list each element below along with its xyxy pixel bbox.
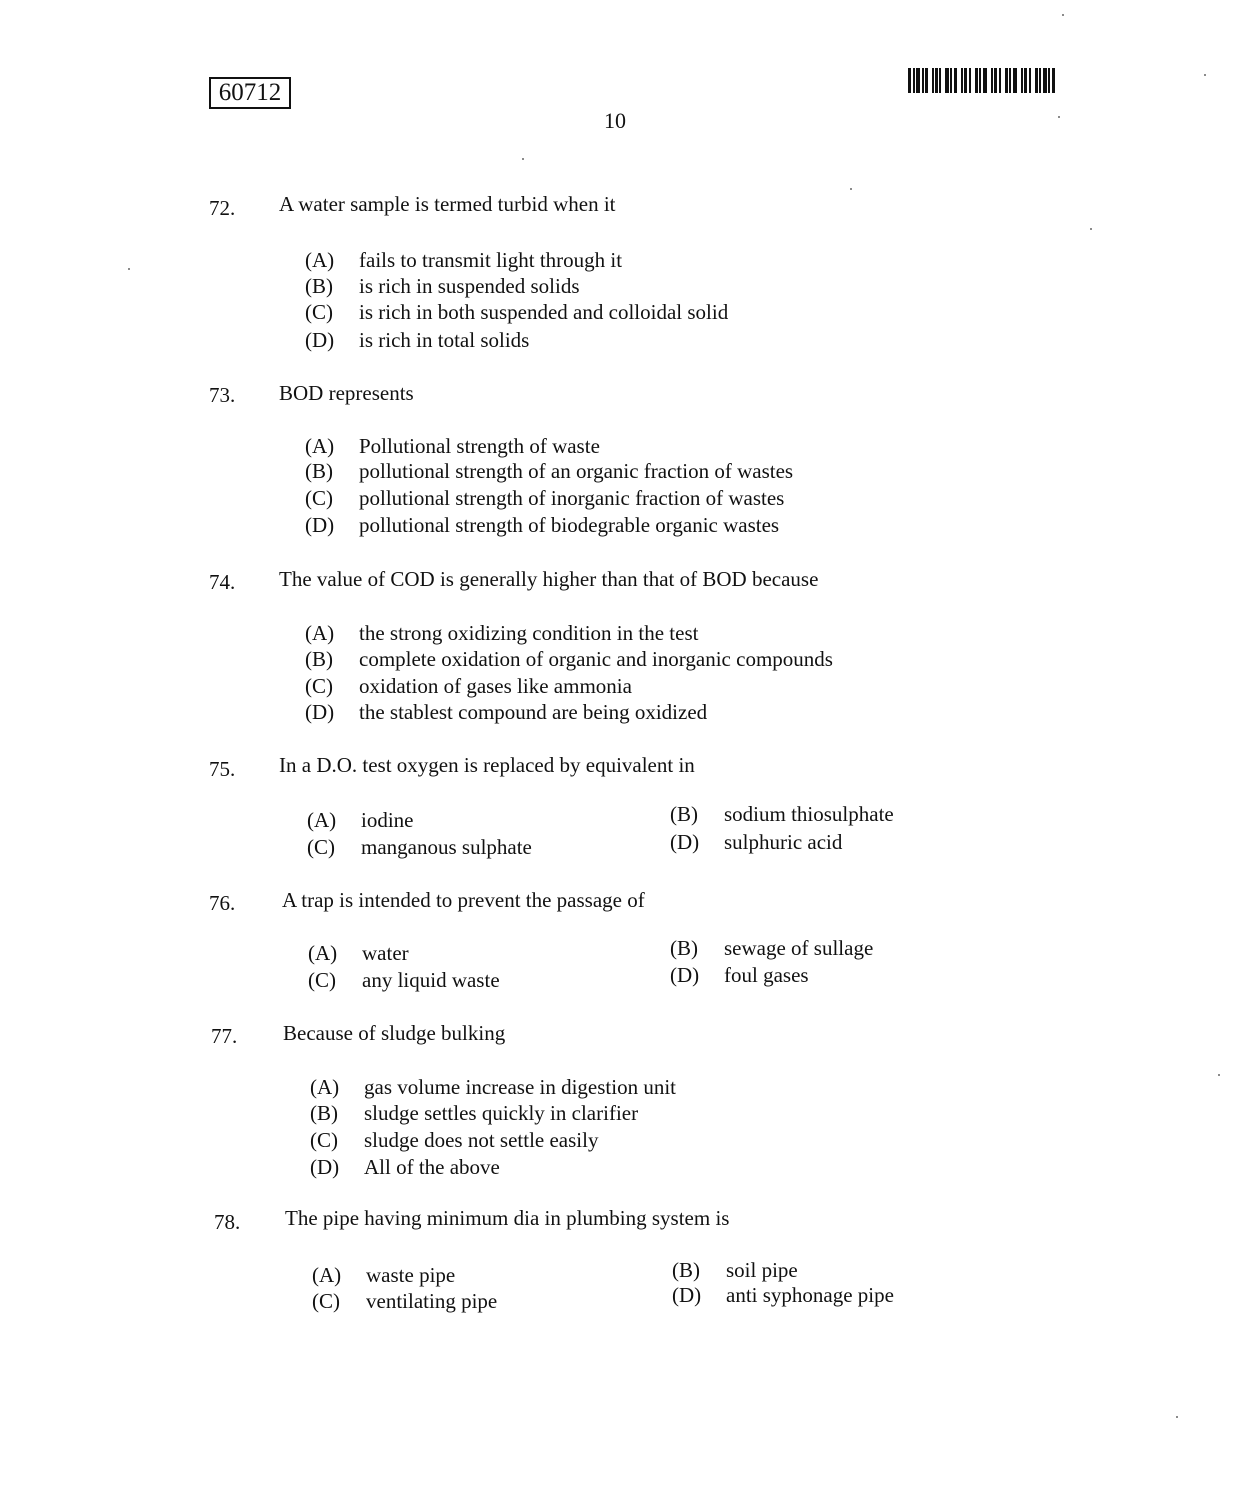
option-b: (B) sodium thiosulphate <box>670 802 894 826</box>
question-number: 77. <box>211 1024 238 1048</box>
option-text: pollutional strength of inorganic fraction of wastes <box>359 486 785 510</box>
option-text: complete oxidation of organic and inorganic compounds <box>359 647 833 671</box>
option-text: the stablest compound are being oxidized <box>359 700 708 724</box>
option-b: (B) pollutional strength of an organic fraction of wastes <box>305 459 794 483</box>
question-text: A trap is intended to prevent the passage of <box>282 888 645 912</box>
question-number: 75. <box>209 757 236 781</box>
scan-speck <box>1176 1416 1178 1418</box>
option-a: (A) fails to transmit light through it <box>305 248 623 272</box>
option-c: (C) oxidation of gases like ammonia <box>305 674 632 698</box>
option-c: (C) is rich in both suspended and colloidal solid <box>305 300 729 324</box>
option-c: (C) any liquid waste <box>308 968 500 992</box>
option-text: waste pipe <box>366 1263 456 1287</box>
option-a: (A) water <box>308 941 409 965</box>
option-a: (A) waste pipe <box>312 1263 456 1287</box>
option-text: anti syphonage pipe <box>726 1283 894 1307</box>
option-text: pollutional strength of an organic fraction of wastes <box>359 459 794 483</box>
option-text: ventilating pipe <box>366 1289 498 1313</box>
question-76 <box>0 888 1241 915</box>
option-text: gas volume increase in digestion unit <box>364 1075 677 1099</box>
option-text: is rich in both suspended and colloidal solid <box>359 300 729 324</box>
option-a: (A) the strong oxidizing condition in the test <box>305 621 699 645</box>
option-c: (C) pollutional strength of inorganic fraction of wastes <box>305 486 785 510</box>
option-d: (D) the stablest compound are being oxidized <box>305 700 708 724</box>
scan-speck <box>1204 74 1206 76</box>
question-text: Because of sludge bulking <box>283 1021 506 1045</box>
option-d: (D) All of the above <box>310 1155 500 1179</box>
option-text: sludge does not settle easily <box>364 1128 599 1152</box>
option-text: Pollutional strength of waste <box>359 434 600 458</box>
option-d: (D) foul gases <box>670 963 809 987</box>
option-d: (D) sulphuric acid <box>670 830 843 854</box>
question-number: 72. <box>209 196 236 220</box>
option-b: (B) soil pipe <box>672 1258 798 1282</box>
option-text: is rich in suspended solids <box>359 274 580 298</box>
question-number: 76. <box>209 891 236 915</box>
option-text: sodium thiosulphate <box>724 802 894 826</box>
scan-speck <box>1090 228 1092 230</box>
option-a: (A) iodine <box>307 808 414 832</box>
option-d: (D) anti syphonage pipe <box>672 1283 894 1307</box>
scan-speck <box>1062 14 1064 16</box>
scan-speck <box>1058 116 1060 118</box>
scan-speck <box>850 188 852 190</box>
option-text: foul gases <box>724 963 809 987</box>
option-text: sulphuric acid <box>724 830 843 854</box>
option-b: (B) is rich in suspended solids <box>305 274 580 298</box>
scan-speck <box>522 158 524 160</box>
option-b: (B) sludge settles quickly in clarifier <box>310 1101 639 1125</box>
option-text: any liquid waste <box>362 968 500 992</box>
question-text: In a D.O. test oxygen is replaced by equivalent in <box>279 753 695 777</box>
question-74 <box>0 567 1241 594</box>
option-d: (D) pollutional strength of biodegrable organic wastes <box>305 513 780 537</box>
option-text: the strong oxidizing condition in the test <box>359 621 699 645</box>
question-77 <box>0 1021 1241 1048</box>
question-text: The value of COD is generally higher than that of BOD because <box>279 567 819 591</box>
question-78 <box>0 1206 1241 1234</box>
option-text: is rich in total solids <box>359 328 530 352</box>
barcode-icon <box>908 68 1064 93</box>
question-number: 74. <box>209 570 236 594</box>
question-75 <box>0 753 1241 781</box>
option-text: water <box>362 941 409 965</box>
option-text: sludge settles quickly in clarifier <box>364 1101 639 1125</box>
question-text: A water sample is termed turbid when it <box>279 192 616 216</box>
option-text: iodine <box>361 808 414 832</box>
option-b: (B) complete oxidation of organic and inorganic compounds <box>305 647 833 671</box>
scan-speck <box>128 268 130 270</box>
option-text: oxidation of gases like ammonia <box>359 674 632 698</box>
question-text: The pipe having minimum dia in plumbing system is <box>285 1206 730 1230</box>
option-text: fails to transmit light through it <box>359 248 623 272</box>
option-d: (D) is rich in total solids <box>305 328 530 352</box>
option-b: (B) sewage of sullage <box>670 936 874 960</box>
option-text: pollutional strength of biodegrable organic wastes <box>359 513 780 537</box>
option-a: (A) gas volume increase in digestion unit <box>310 1075 677 1099</box>
question-72 <box>0 192 1241 220</box>
question-text: BOD represents <box>279 381 414 405</box>
question-73 <box>0 383 1241 407</box>
option-a: (A) Pollutional strength of waste <box>305 434 600 458</box>
option-text: All of the above <box>364 1155 500 1179</box>
question-number: 78. <box>214 1210 241 1234</box>
option-c: (C) ventilating pipe <box>312 1289 498 1313</box>
question-number: 73. <box>209 383 236 407</box>
scan-speck <box>1218 1074 1220 1076</box>
option-c: (C) manganous sulphate <box>307 835 532 859</box>
page-number: 10 <box>604 108 626 133</box>
option-text: sewage of sullage <box>724 936 874 960</box>
option-text: soil pipe <box>726 1258 798 1282</box>
option-c: (C) sludge does not settle easily <box>310 1128 599 1152</box>
paper-code: 60712 <box>209 77 291 109</box>
option-text: manganous sulphate <box>361 835 532 859</box>
